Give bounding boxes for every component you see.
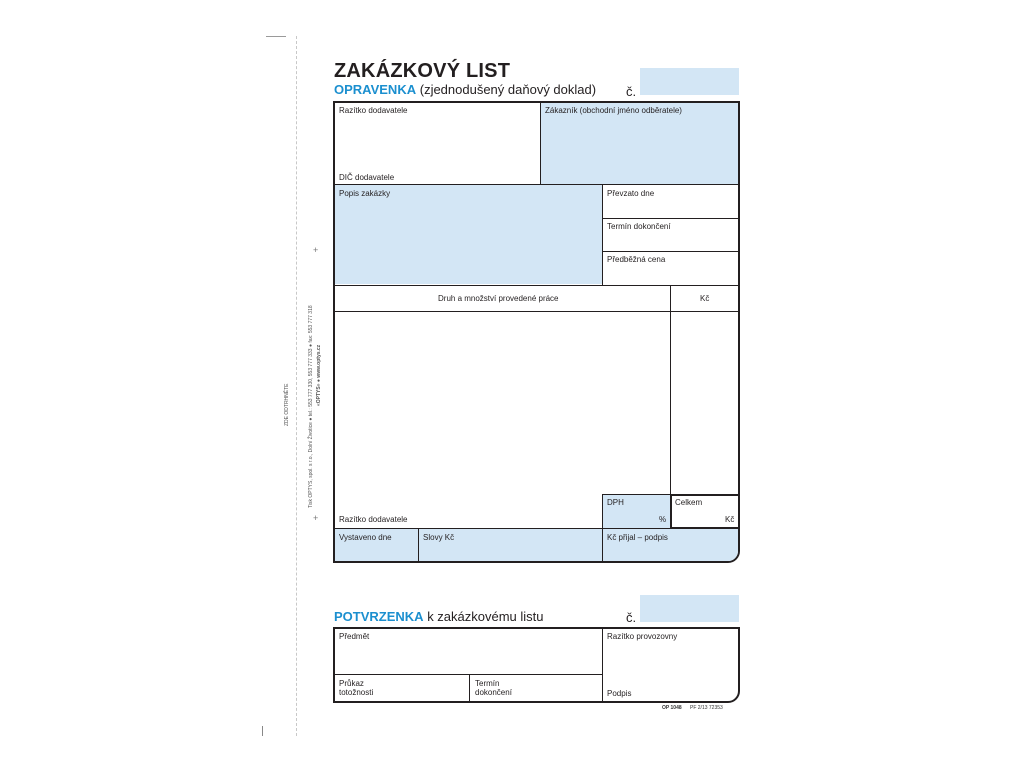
order-number-label: č. <box>626 84 637 99</box>
id-card-label-1: Průkaz <box>339 679 364 688</box>
job-description-label: Popis zakázky <box>339 189 391 198</box>
subtitle-highlight: OPRAVENKA <box>334 82 417 97</box>
estimated-price-label: Předběžná cena <box>607 255 666 264</box>
received-date-label: Převzato dne <box>607 189 655 198</box>
work-description-area[interactable] <box>335 312 669 494</box>
vat-percent: % <box>659 515 667 524</box>
register-mark-bottom: + <box>313 513 319 523</box>
term-label-2: dokončení <box>475 688 512 697</box>
subtitle-rest: (zjednodušený daňový doklad) <box>419 82 597 97</box>
customer-label: Zákazník (obchodní jméno odběratele) <box>545 106 682 115</box>
supplier-stamp-label: Razítko dodavatele <box>339 106 408 115</box>
signature-label: Podpis <box>607 689 632 698</box>
printer-web: «OPTYS» ● www.optys.cz <box>316 344 322 406</box>
form-subtitle <box>334 82 596 97</box>
receipt-title-rest: k zakázkovému listu <box>427 609 544 624</box>
tear-line <box>296 36 297 736</box>
czk-header: Kč <box>700 294 710 303</box>
printer-imprint: Tisk OPTYS, spol. s r.o., Dolní Životice ● tel.: 553 777 330, 553 777 333 ● fax: 553 777 318 <box>308 305 314 508</box>
bottom-margin-mark <box>262 726 263 736</box>
workshop-stamp-label: Razítko provozovny <box>607 632 678 641</box>
id-card-label-2: totožnosti <box>339 688 374 697</box>
receipt-number-field[interactable] <box>640 595 739 622</box>
job-description-field[interactable] <box>335 185 602 284</box>
in-words-label: Slovy Kč <box>423 533 455 542</box>
vat-label: DPH <box>607 498 624 507</box>
total-label: Celkem <box>675 498 703 507</box>
work-header: Druh a množství provedené práce <box>438 294 559 303</box>
order-number-field[interactable] <box>640 68 739 95</box>
term-label-1: Termín <box>475 679 500 688</box>
receipt-title-highlight: POTVRZENKA <box>334 609 424 624</box>
work-amount-area[interactable] <box>671 312 738 494</box>
top-margin-mark <box>266 36 286 37</box>
item-label: Předmět <box>339 632 370 641</box>
form-code: OP 1048 <box>662 705 682 711</box>
receipt-title <box>334 609 544 624</box>
register-mark-top: + <box>313 245 319 255</box>
receipt-number-label: č. <box>626 610 637 625</box>
supplier-stamp-bottom-label: Razítko dodavatele <box>339 515 408 524</box>
cut-here-label: ZDE ODTRHNĚTE <box>284 383 290 426</box>
supplier-vat-label: DIČ dodavatele <box>339 173 395 182</box>
print-code: PF 2/13 72353 <box>690 705 723 711</box>
completion-date-label: Termín dokončení <box>607 222 671 231</box>
issued-date-label: Vystaveno dne <box>339 533 392 542</box>
total-czk: Kč <box>725 515 735 524</box>
received-sign-label: Kč přijal – podpis <box>607 533 668 542</box>
form-title: ZAKÁZKOVÝ LIST <box>334 60 511 82</box>
customer-field[interactable] <box>541 103 738 185</box>
item-field[interactable] <box>335 629 602 674</box>
